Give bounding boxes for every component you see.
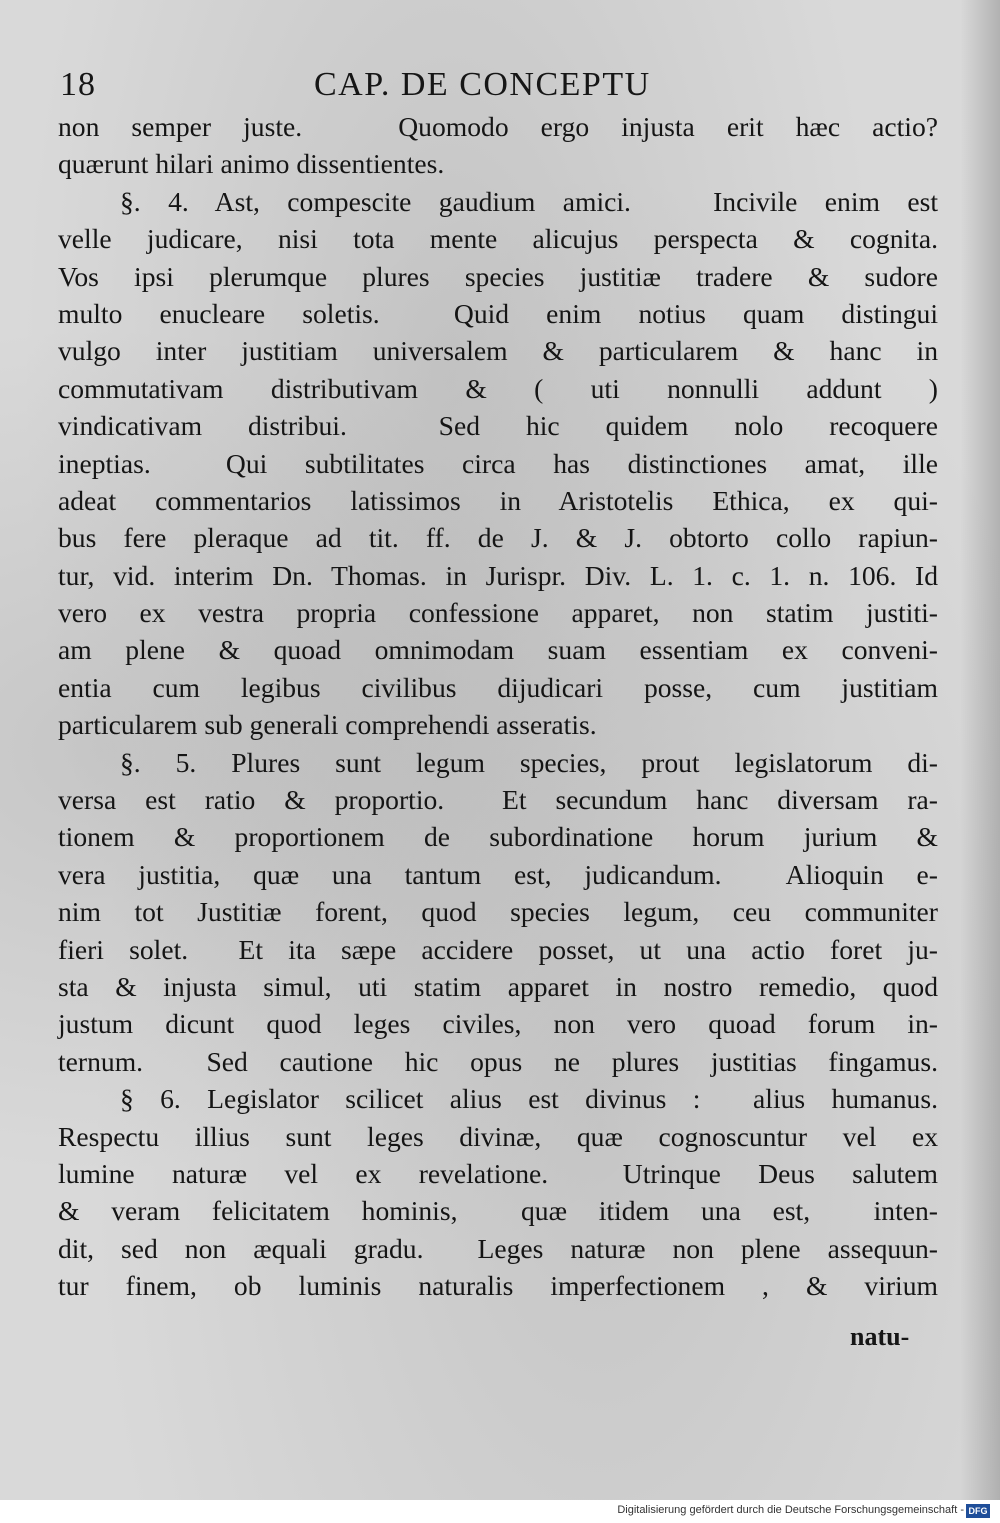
text-line: vero ex vestra propria confessione apparet, non statim justiti-: [58, 597, 938, 629]
text-line: tionem & proportionem de subordinatione horum jurium &: [58, 821, 938, 853]
text-line: am plene & quoad omnimodam suam essentiam ex conveni-: [58, 634, 938, 666]
dfg-credit: Digitalisierung gefördert durch die Deutsche Forschungsgemeinschaft -: [617, 1504, 964, 1516]
text-line: multo enucleare soletis. Quid enim notius quam distingui: [58, 297, 938, 329]
text-line: particularem sub generali comprehendi asseratis.: [58, 709, 597, 741]
text-line: fieri solet. Et ita sæpe accidere posset, ut una actio foret ju-: [58, 933, 938, 965]
dfg-logo: DFG: [966, 1504, 990, 1518]
text-line: Respectu illius sunt leges divinæ, quæ cognoscuntur vel ex: [58, 1120, 938, 1152]
footer-bar: [0, 1500, 1000, 1523]
text-line: bus fere pleraque ad tit. ff. de J. & J. obtorto collo rapiun-: [58, 522, 938, 554]
text-line: lumine naturæ vel ex revelatione. Utrinque Deus salutem: [58, 1157, 938, 1189]
section-start-line: §. 5. Plures sunt legum species, prout legislatorum di-: [120, 746, 938, 778]
text-line: velle judicare, nisi tota mente alicujus perspecta & cognita.: [58, 223, 938, 255]
text-line: tur finem, ob luminis naturalis imperfectionem , & virium: [58, 1270, 938, 1302]
text-line: dit, sed non æquali gradu. Leges naturæ non plene assequun-: [58, 1232, 938, 1264]
text-line: Vos ipsi plerumque plures species justitiæ tradere & sudore: [58, 260, 938, 292]
text-line: ternum. Sed cautione hic opus ne plures justitias fingamus.: [58, 1045, 938, 1077]
text-line: nim tot Justitiæ forent, quod species legum, ceu communiter: [58, 896, 938, 928]
text-line: vindicativam distribui. Sed hic quidem nolo recoquere: [58, 410, 938, 442]
page-edge-shadow: [960, 0, 1000, 1500]
text-line: versa est ratio & proportio. Et secundum hanc diversam ra-: [58, 784, 938, 816]
section-start-line: § 6. Legislator scilicet alius est divinus : alius humanus.: [120, 1083, 938, 1115]
text-line: sta & injusta simul, uti statim apparet in nostro remedio, quod: [58, 970, 938, 1002]
text-line: commutativam distributivam & ( uti nonnulli addunt ): [58, 372, 938, 404]
chapter-title: CAP. DE CONCEPTU: [314, 66, 651, 103]
section-start-line: §. 4. Ast, compescite gaudium amici. Incivile enim est: [120, 185, 938, 217]
text-line: vulgo inter justitiam universalem & particularem & hanc in: [58, 335, 938, 367]
text-line: justum dicunt quod leges civiles, non vero quoad forum in-: [58, 1008, 938, 1040]
text-line: vera justitia, quæ una tantum est, judicandum. Alioquin e-: [58, 858, 938, 890]
text-line: tur, vid. interim Dn. Thomas. in Jurispr. Div. L. 1. c. 1. n. 106. Id: [58, 559, 938, 591]
body-text: [58, 108, 938, 1305]
text-line: non semper juste. Quomodo ergo injusta erit hæc actio?: [58, 111, 938, 142]
text-line: adeat commentarios latissimos in Aristotelis Ethica, ex qui-: [58, 484, 938, 516]
catchword: natu-: [850, 1322, 910, 1351]
running-head: [60, 66, 940, 110]
page-number: 18: [60, 66, 96, 103]
text-line: entia cum legibus civilibus dijudicari posse, cum justitiam: [58, 671, 938, 703]
text-line: quærunt hilari animo dissentientes.: [58, 148, 445, 180]
text-line: & veram felicitatem hominis, quæ itidem una est, inten-: [58, 1195, 938, 1227]
text-line: ineptias. Qui subtilitates circa has distinctiones amat, ille: [58, 447, 938, 479]
